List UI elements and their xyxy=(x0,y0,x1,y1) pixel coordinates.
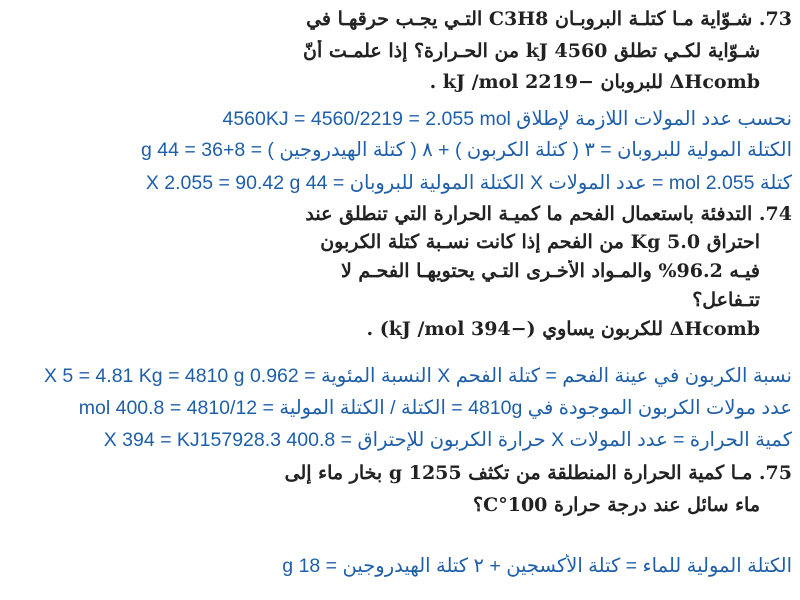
question-73-line-2: شـوّاية لكـي تطلق 4560 kJ من الحـرارة؟ إذا علمـت أنّ xyxy=(303,40,760,62)
question-74-line-4: تتـفاعل؟ xyxy=(692,289,760,311)
question-73-line-1: 73. شـوّاية مـا كتلـة البروبـان C3H8 التـي يجـب حرقهـا في xyxy=(306,8,792,30)
answer-74-line-2: عدد مولات الكربون الموجودة في 4810g = الكتلة / الكتلة المولية = 4810/12 = 400.8 mol xyxy=(78,397,792,419)
question-75-line-2: ماء سائل عند درجة حرارة 100°C؟ xyxy=(473,494,760,516)
answer-73-line-2: الكتلة المولية للبروبان = ٣ ( كتلة الكربون ) + ٨ ( كتلة الهيدروجين ) = 8+36 = 44 g xyxy=(141,139,792,161)
answer-73-line-3: كتلة 2.055 mol = عدد المولات X الكتلة المولية للبروبان = 44 X 2.055 = 90.42 g xyxy=(145,172,792,194)
question-74-line-3: فيـه 96.2% والمـواد الأخـرى التـي يحتويهـا الفحـم لا xyxy=(340,260,760,282)
question-74-line-1: 74. التدفئة باستعمال الفحم ما كميـة الحرارة التي تنطلق عند xyxy=(305,203,792,225)
question-74-line-5: ΔHcomb للكربون يساوي (−394 kJ /mol) . xyxy=(366,318,760,340)
question-73-line-3: ΔHcomb للبروبان −2219 kJ /mol . xyxy=(429,71,760,93)
question-74-line-2: احتراق 5.0 Kg من الفحم إذا كانت نسـبة كتلة الكربون xyxy=(320,231,760,253)
answer-75-line-1: الكتلة المولية للماء = كتلة الأكسجين + ٢ كتلة الهيدروجين = 18 g xyxy=(282,555,792,577)
answer-74-line-1: نسبة الكربون في عينة الفحم = كتلة الفحم X النسبة المئوية = 0.962 X 5 = 4.81 Kg = 4810 g xyxy=(43,365,792,387)
answer-74-line-3: كمية الحرارة = عدد المولات X حرارة الكربون للإحتراق = 400.8 X 394 = KJ157928.3 xyxy=(103,429,792,451)
answer-73-line-1: نحسب عدد المولات اللازمة لإطلاق 4560KJ = 4560/2219 = 2.055 mol xyxy=(222,108,792,130)
question-75-line-1: 75. مـا كمية الحرارة المنطلقة من تكثف 1255 g بخار ماء إلى xyxy=(284,462,792,484)
